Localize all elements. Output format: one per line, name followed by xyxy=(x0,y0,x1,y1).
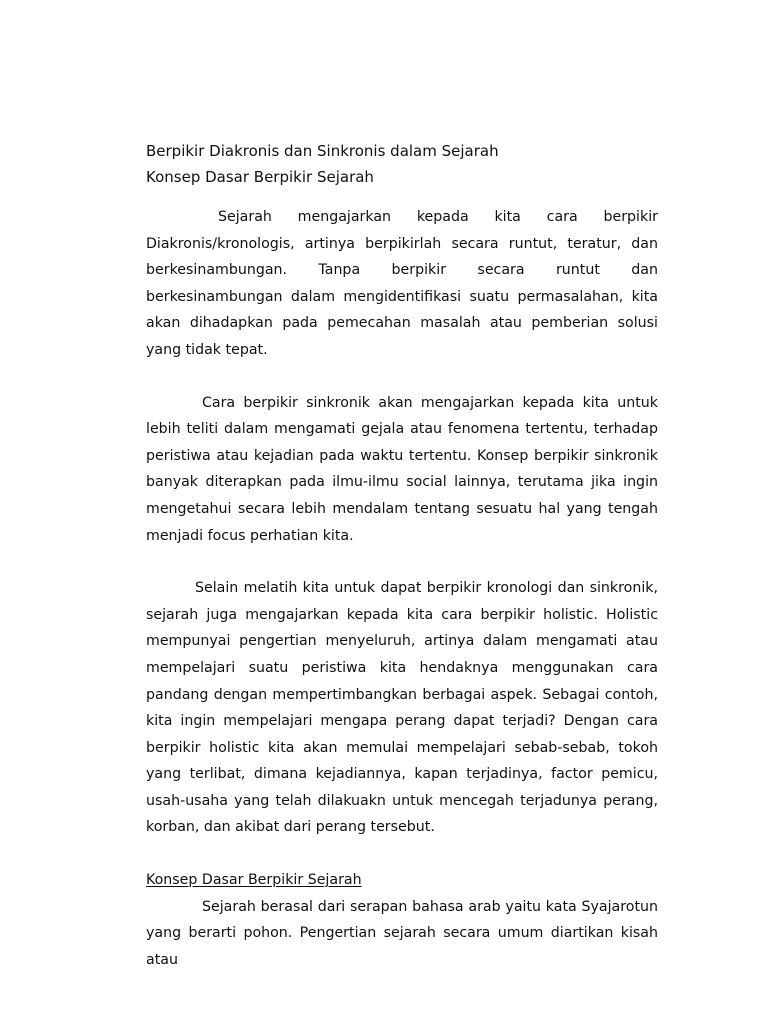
paragraph-holistic: Selain melatih kita untuk dapat berpikir kronologi dan sinkronik, sejarah juga mengajarkan kepada kita cara berpikir holistic. Holistic mempunyai pengertian menyeluruh, artinya dalam mengamati atau mempelajari suatu peristiwa kita hendaknya menggunakan cara pandang dengan mempertimbangkan berbagai aspek. Sebagai contoh, kita ingin mempelajari mengapa perang dapat terjadi? Dengan cara berpikir holistic kita akan memulai mempelajari sebab-sebab, tokoh yang terlibat, dimana kejadiannya, kapan terjadinya, factor pemicu, usah-usaha yang telah dilakuakn untuk mencegah terjadunya perang, korban, dan akibat dari perang tersebut. xyxy=(146,580,658,836)
paragraph-pengertian-sejarah: Sejarah berasal dari serapan bahasa arab yaitu kata Syajarotun yang berarti pohon. Pengertian sejarah secara umum diartikan kisah atau xyxy=(146,898,658,968)
document-subtitle: Konsep Dasar Berpikir Sejarah xyxy=(146,168,374,186)
paragraph-sinkronik: Cara berpikir sinkronik akan mengajarkan kepada kita untuk lebih teliti dalam mengamati gejala atau fenomena tertentu, terhadap peristiwa atau kejadian pada waktu tertentu. Konsep berpikir sinkronik banyak diterapkan pada ilmu-ilmu social lainnya, terutama jika ingin mengetahui secara lebih mendalam tentang sesuatu hal yang tengah menjadi focus perhatian kita. xyxy=(146,394,658,544)
document-content xyxy=(146,138,658,973)
document-title: Berpikir Diakronis dan Sinkronis dalam Sejarah xyxy=(146,142,499,160)
paragraph-diakronis: Sejarah mengajarkan kepada kita cara berpikir Diakronis/kronologis, artinya berpikirlah secara runtut, teratur, dan berkesinambungan. Tanpa berpikir secara runtut dan berkesinambungan dalam mengidentifikasi suatu permasalahan, kita akan dihadapkan pada pemecahan masalah atau pemberian solusi yang tidak tepat. xyxy=(146,209,658,358)
section-heading: Konsep Dasar Berpikir Sejarah xyxy=(146,872,362,889)
